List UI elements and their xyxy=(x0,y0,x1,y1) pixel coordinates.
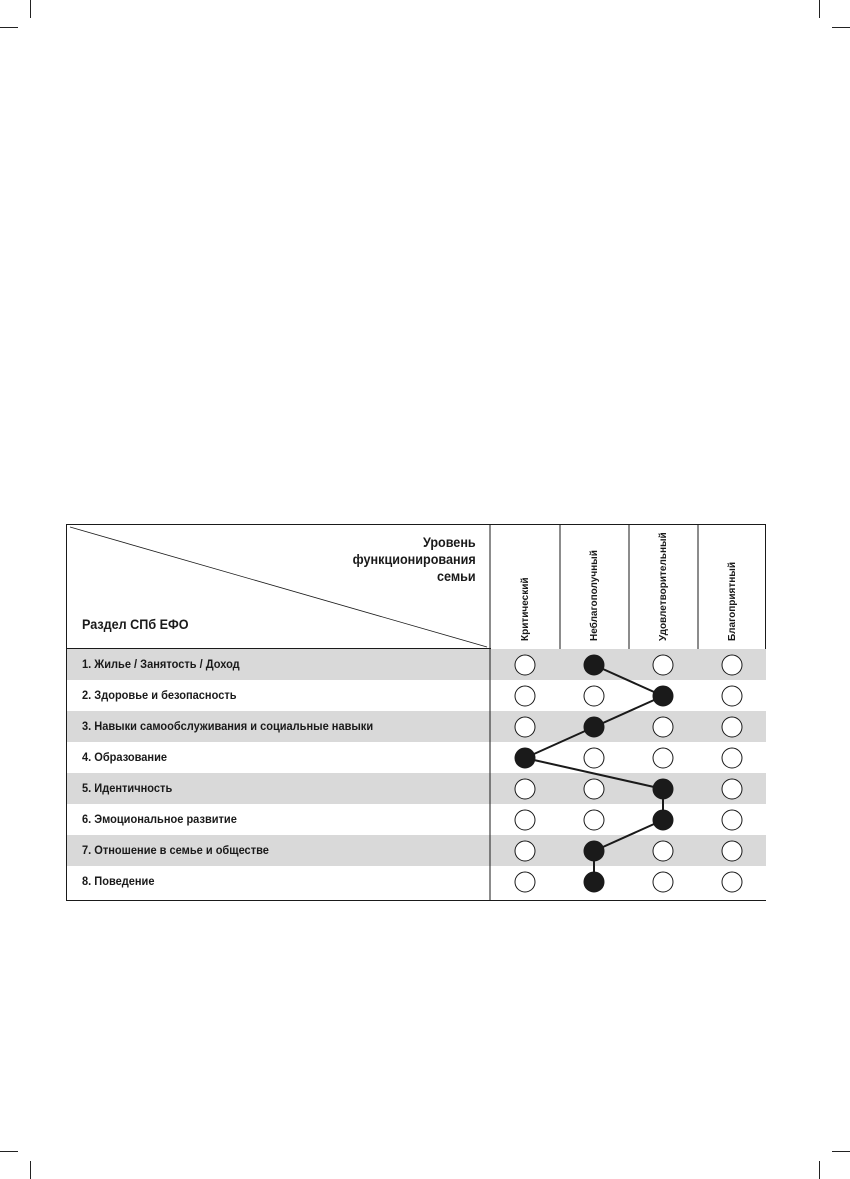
level-option-circle xyxy=(515,686,535,706)
level-option-circle xyxy=(515,779,535,799)
selected-level-marker xyxy=(584,841,604,861)
level-option-circle xyxy=(653,841,673,861)
level-option-circle xyxy=(722,810,742,830)
level-option-circle xyxy=(653,872,673,892)
crop-mark xyxy=(30,1161,31,1179)
crop-mark xyxy=(832,1151,850,1152)
level-option-circle xyxy=(722,872,742,892)
level-header-line: функционирования xyxy=(352,551,476,567)
level-option-circle xyxy=(515,810,535,830)
column-header-favorable: Благоприятный xyxy=(727,562,738,641)
level-option-circle xyxy=(722,686,742,706)
row-label: 3. Навыки самообслуживания и социальные навыки xyxy=(82,719,374,733)
level-option-circle xyxy=(722,779,742,799)
crop-mark xyxy=(0,1151,18,1152)
level-option-circle xyxy=(584,686,604,706)
level-option-circle xyxy=(515,841,535,861)
crop-mark xyxy=(832,27,850,28)
column-header-critical: Критический xyxy=(520,577,531,641)
level-option-circle xyxy=(722,748,742,768)
level-header-line: Уровень xyxy=(423,534,476,550)
level-header-line: семьи xyxy=(437,568,476,584)
crop-mark xyxy=(819,0,820,18)
selected-level-marker xyxy=(653,779,673,799)
row-label: 4. Образование xyxy=(82,750,168,764)
selected-level-marker xyxy=(653,686,673,706)
row-label: 1. Жилье / Занятость / Доход xyxy=(82,657,240,671)
selected-level-marker xyxy=(515,748,535,768)
crop-mark xyxy=(0,27,18,28)
column-header-unfavorable: Неблагополучный xyxy=(589,550,600,641)
crop-mark xyxy=(30,0,31,18)
selected-level-marker xyxy=(584,717,604,737)
crop-mark xyxy=(819,1161,820,1179)
row-label: 8. Поведение xyxy=(82,874,155,888)
level-option-circle xyxy=(515,717,535,737)
row-label: 6. Эмоциональное развитие xyxy=(82,812,237,826)
row-label: 2. Здоровье и безопасность xyxy=(82,688,237,702)
family-functioning-profile-table xyxy=(66,524,766,901)
row-label: 7. Отношение в семье и обществе xyxy=(82,843,269,857)
selected-level-marker xyxy=(584,872,604,892)
section-header: Раздел СПб ЕФО xyxy=(82,616,189,632)
level-option-circle xyxy=(722,655,742,675)
level-option-circle xyxy=(653,748,673,768)
level-option-circle xyxy=(653,717,673,737)
selected-level-marker xyxy=(653,810,673,830)
level-option-circle xyxy=(722,717,742,737)
selected-level-marker xyxy=(584,655,604,675)
level-option-circle xyxy=(653,655,673,675)
level-option-circle xyxy=(515,655,535,675)
header-diagonal xyxy=(70,527,487,647)
level-option-circle xyxy=(515,872,535,892)
level-option-circle xyxy=(584,779,604,799)
level-option-circle xyxy=(584,810,604,830)
level-option-circle xyxy=(722,841,742,861)
level-option-circle xyxy=(584,748,604,768)
row-label: 5. Идентичность xyxy=(82,781,173,795)
column-header-satisfactory: Удовлетворительный xyxy=(658,532,669,641)
profile-marks xyxy=(66,524,766,901)
